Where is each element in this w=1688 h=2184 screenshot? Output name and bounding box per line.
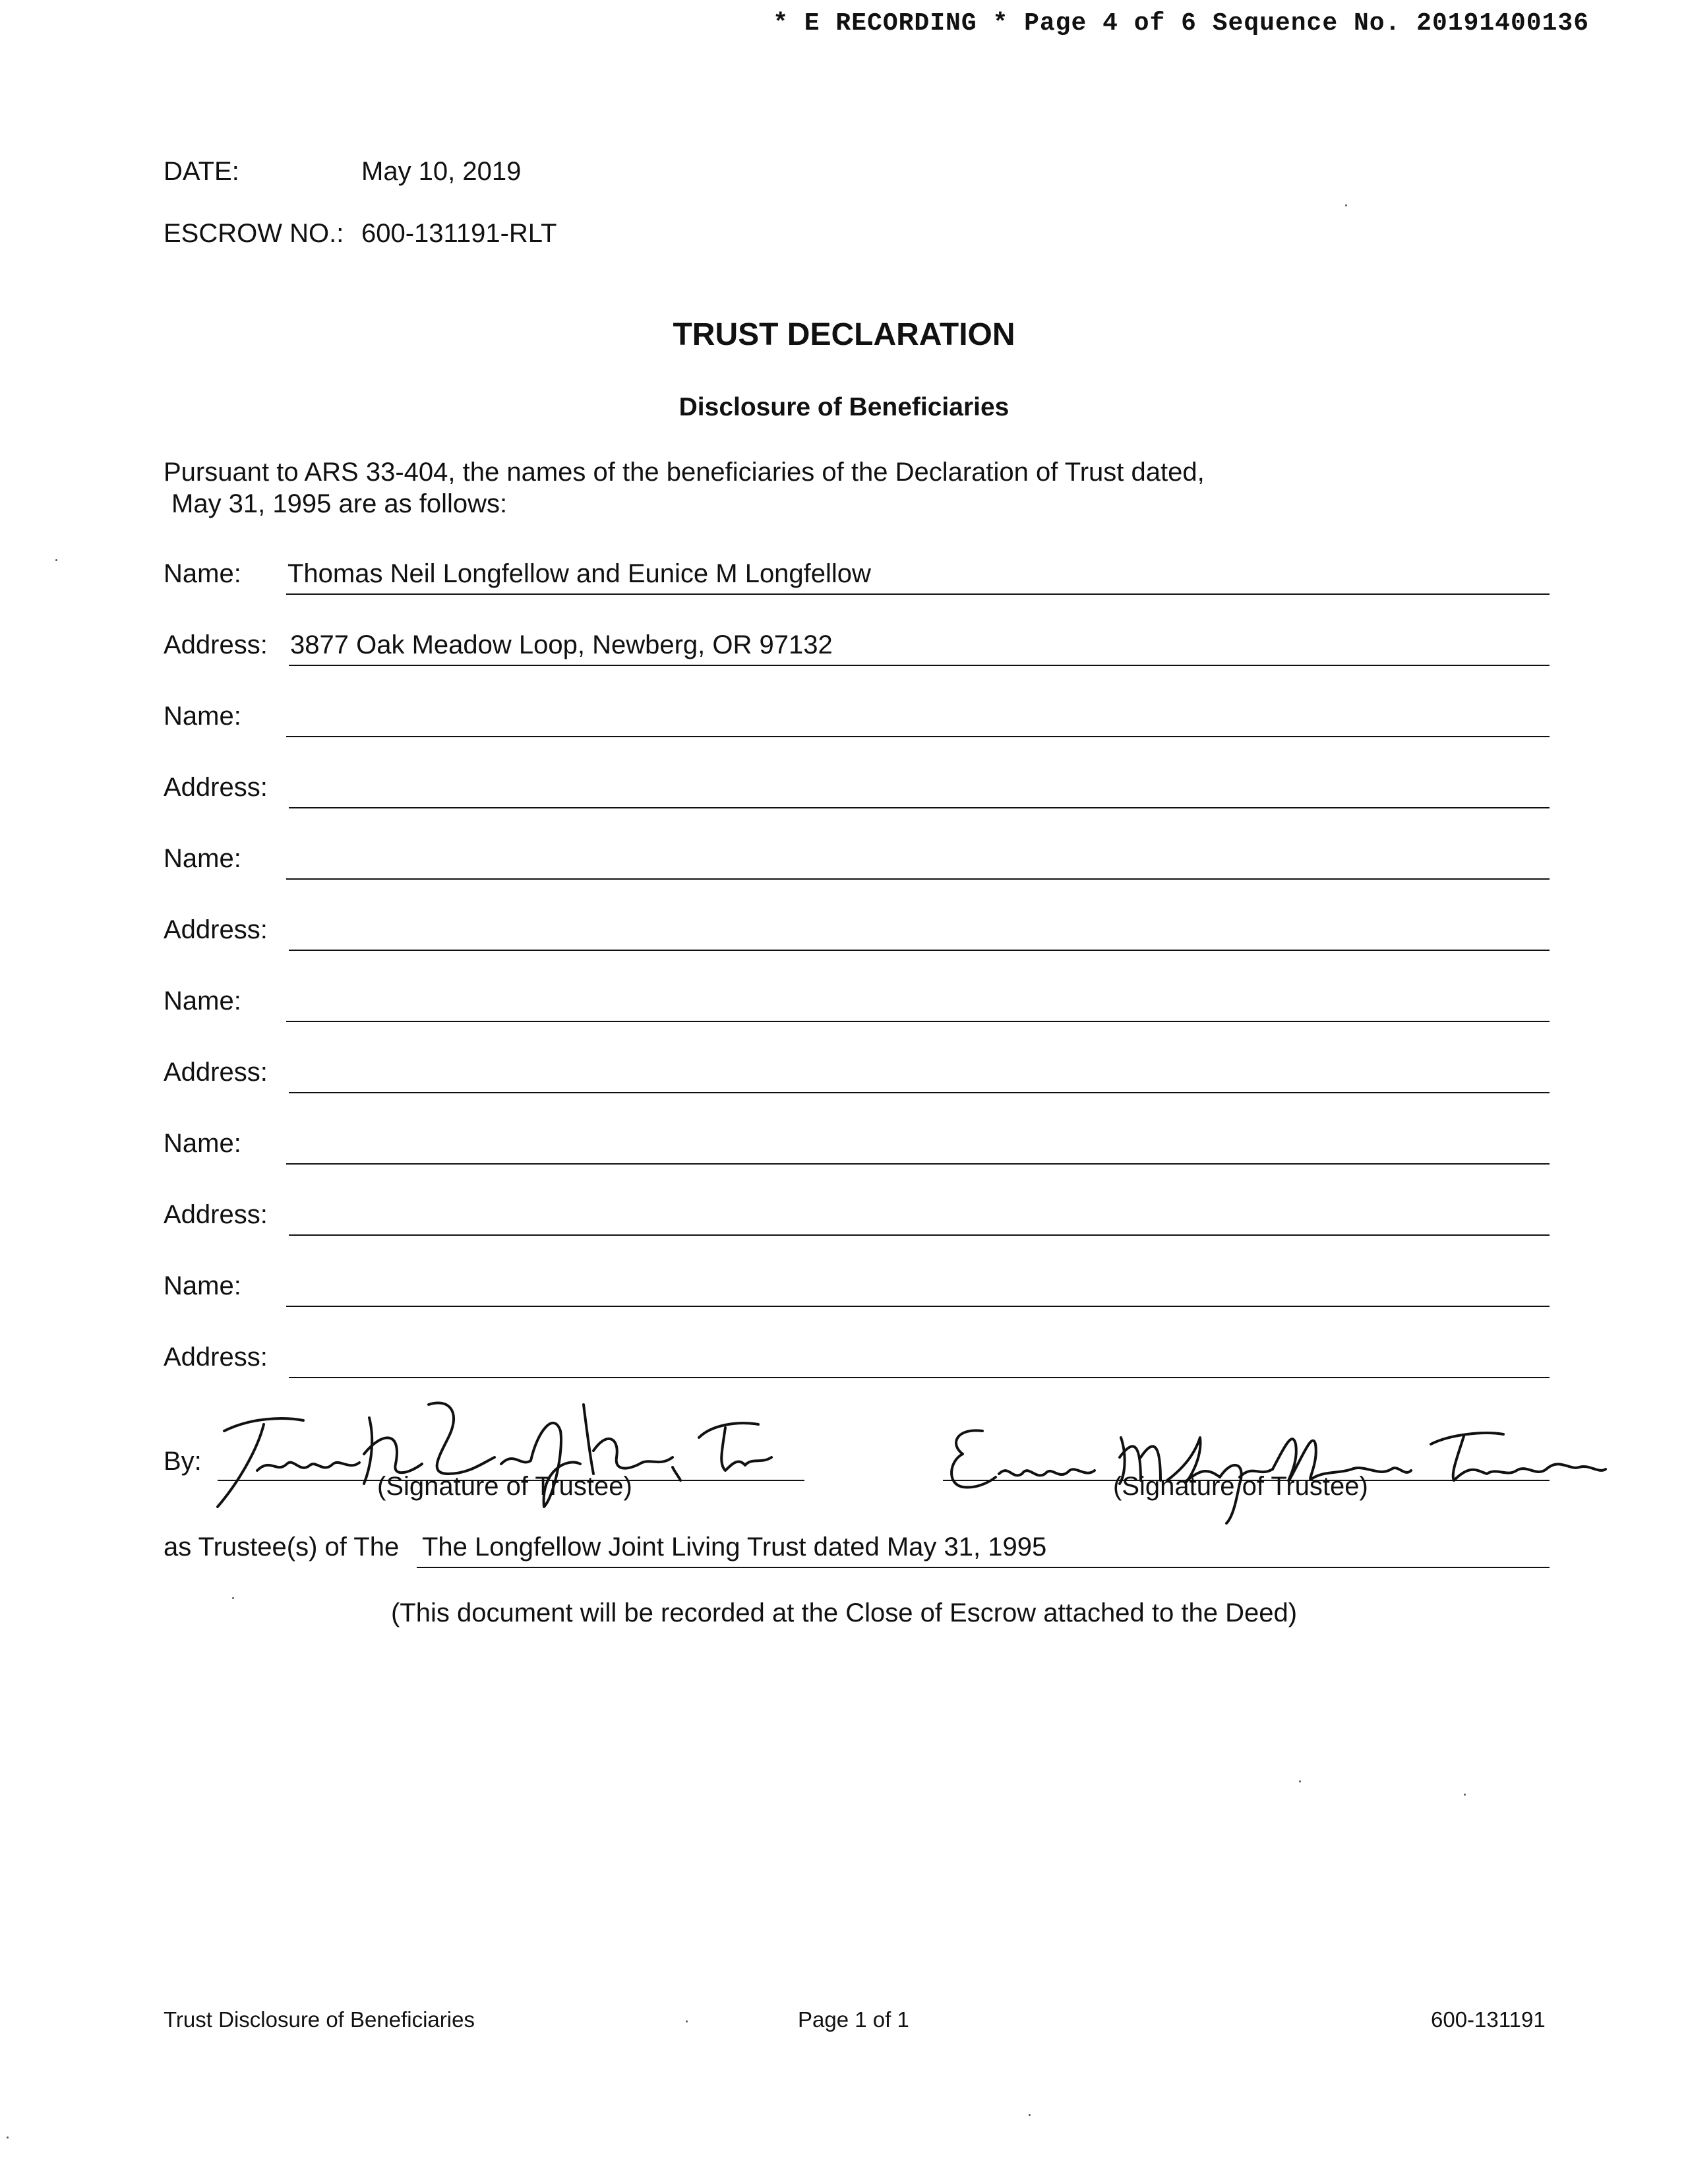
scan-speck — [1464, 1794, 1466, 1796]
beneficiary-name-value[interactable]: Thomas Neil Longfellow and Eunice M Longfellow — [287, 559, 871, 588]
recording-note: (This document will be recorded at the Close of Escrow attached to the Deed) — [390, 1598, 1298, 1627]
beneficiary-address-line[interactable] — [289, 1377, 1550, 1378]
scan-speck — [7, 2137, 9, 2138]
beneficiary-address-label: Address: — [164, 773, 268, 802]
beneficiary-address-line[interactable] — [289, 950, 1550, 951]
beneficiary-name-line[interactable] — [286, 1163, 1550, 1165]
escrow-value: 600-131191-RLT — [361, 219, 557, 248]
beneficiary-address-line[interactable] — [289, 807, 1550, 808]
page-subtitle: Disclosure of Beneficiaries — [678, 393, 1010, 421]
beneficiary-name-label: Name: — [164, 844, 241, 873]
beneficiary-address-line[interactable] — [289, 665, 1550, 666]
scan-speck — [1345, 204, 1347, 206]
beneficiary-address-label: Address: — [164, 1200, 268, 1229]
date-value: May 10, 2019 — [361, 157, 522, 186]
scan-speck — [1299, 1780, 1301, 1782]
beneficiary-address-label: Address: — [164, 1343, 268, 1372]
intro-line-1: Pursuant to ARS 33-404, the names of the beneficiaries of the Declaration of Trust dated, — [164, 458, 1205, 487]
trust-label: as Trustee(s) of The — [164, 1532, 400, 1562]
trust-line[interactable] — [417, 1567, 1550, 1568]
beneficiary-address-label: Address: — [164, 915, 268, 944]
recording-header: * E RECORDING * Page 4 of 6 Sequence No. 20191400136 — [773, 9, 1589, 38]
beneficiary-name-line[interactable] — [286, 878, 1550, 880]
beneficiary-name-label: Name: — [164, 559, 241, 588]
signature-caption-right: (Signature of Trustee) — [1113, 1472, 1368, 1501]
signature-caption-left: (Signature of Trustee) — [377, 1472, 632, 1501]
beneficiary-name-label: Name: — [164, 702, 241, 731]
scan-speck — [1029, 2114, 1031, 2116]
intro-line-2: May 31, 1995 are as follows: — [171, 489, 508, 518]
beneficiary-address-value[interactable]: 3877 Oak Meadow Loop, Newberg, OR 97132 — [290, 630, 833, 659]
beneficiary-name-line[interactable] — [286, 736, 1550, 737]
by-label: By: — [164, 1447, 202, 1476]
signature-right-image — [943, 1418, 1609, 1523]
footer-right: 600-131191 — [1431, 2007, 1546, 2032]
scan-speck — [232, 1597, 234, 1599]
scan-speck — [55, 559, 57, 561]
beneficiary-address-line[interactable] — [289, 1092, 1550, 1093]
page-title: TRUST DECLARATION — [673, 317, 1015, 352]
beneficiary-name-line[interactable] — [286, 593, 1550, 595]
date-label: DATE: — [164, 157, 239, 186]
beneficiary-name-line[interactable] — [286, 1021, 1550, 1022]
beneficiary-address-label: Address: — [164, 630, 268, 659]
footer-center: Page 1 of 1 — [798, 2007, 909, 2032]
beneficiary-address-label: Address: — [164, 1058, 268, 1087]
intro-paragraph — [164, 456, 1205, 520]
footer-left: Trust Disclosure of Beneficiaries — [164, 2007, 475, 2032]
beneficiary-name-label: Name: — [164, 986, 241, 1016]
beneficiary-name-line[interactable] — [286, 1306, 1550, 1307]
scan-speck — [686, 2020, 688, 2022]
beneficiary-name-label: Name: — [164, 1271, 241, 1300]
beneficiary-name-label: Name: — [164, 1129, 241, 1158]
trust-value[interactable]: The Longfellow Joint Living Trust dated May 31, 1995 — [422, 1532, 1047, 1562]
beneficiary-address-line[interactable] — [289, 1234, 1550, 1236]
escrow-label: ESCROW NO.: — [164, 219, 344, 248]
